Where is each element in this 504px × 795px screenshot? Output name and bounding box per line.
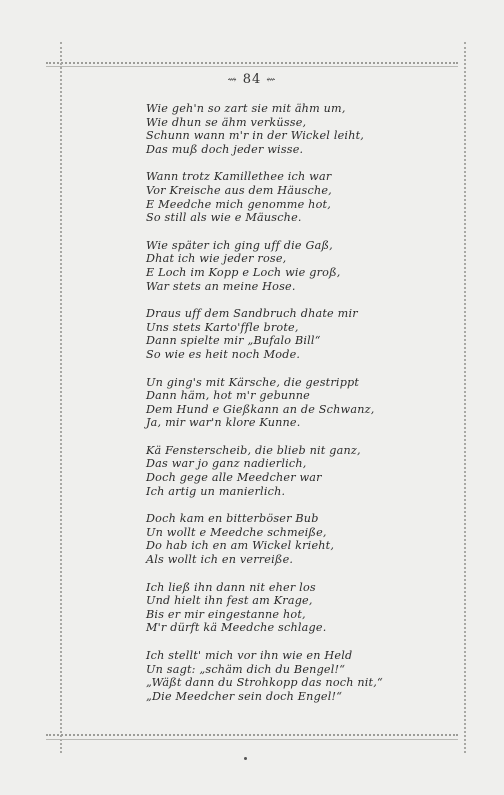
poem-line: Und hielt ihn fest am Krage, — [146, 594, 313, 608]
poem-line: War stets an meine Hose. — [146, 279, 296, 293]
bottom-border-rule — [46, 734, 458, 736]
poem-line: Un wollt e Meedche schmeiße, — [146, 525, 327, 539]
poem-line: Vor Kreische aus dem Häusche, — [146, 183, 332, 197]
poem-line: E Meedche mich genomme hot, — [146, 197, 331, 211]
poem-line: Wie später ich ging uff die Gaß, — [146, 238, 333, 252]
poem-line: Wann trotz Kamillethee ich war — [146, 170, 332, 184]
stanza — [146, 376, 406, 430]
right-ornament: ⇜ — [266, 73, 277, 86]
poem-line: Ich artig un manierlich. — [146, 484, 286, 498]
stanza — [146, 239, 406, 293]
bottom-border-line — [46, 739, 458, 740]
poem-line: Wie geh'n so zart sie mit ähm um, — [146, 102, 346, 115]
stanza — [146, 444, 406, 498]
poem-line: Ich stellt' mich vor ihn wie en Held — [146, 649, 353, 662]
stanza — [146, 102, 406, 156]
poem-body — [146, 102, 406, 717]
stanza — [146, 512, 406, 566]
poem-line: Draus uff dem Sandbruch dhate mir — [146, 307, 358, 321]
poem-line: Ja, mir war'n klore Kunne. — [146, 416, 301, 430]
poem-line: „Die Meedcher sein doch Engel!“ — [146, 689, 343, 703]
page-number: 84 — [242, 72, 262, 87]
poem-line: „Wäßt dann du Strohkopp das noch nit,“ — [146, 676, 383, 690]
poem-line: Doch kam en bitterböser Bub — [146, 512, 319, 526]
poem-line: Wie dhun se ähm verküsse, — [146, 115, 307, 129]
left-border-rule — [60, 42, 62, 753]
poem-line: Das war jo ganz nadierlich, — [146, 457, 307, 471]
poem-line: Un ging's mit Kärsche, die gestrippt — [146, 375, 360, 389]
stanza — [146, 170, 406, 224]
poem-line: M'r dürft kä Meedche schlage. — [146, 621, 327, 635]
poem-line: Dhat ich wie jeder rose, — [146, 252, 287, 266]
poem-line: So still als wie e Mäusche. — [146, 211, 302, 225]
stanza — [146, 307, 406, 361]
stanza — [146, 581, 406, 635]
left-ornament: ⇝ — [227, 73, 238, 86]
right-border-rule — [464, 42, 466, 753]
stanza — [146, 649, 406, 703]
top-border-line — [46, 66, 458, 67]
poem-line: Dem Hund e Gießkann an de Schwanz, — [146, 402, 375, 416]
poem-line: Ich ließ ihn dann nit eher los — [146, 580, 316, 594]
poem-line: Kä Fensterscheib, die blieb nit ganz, — [146, 443, 361, 457]
poem-line: Do hab ich en am Wickel krieht, — [146, 539, 335, 553]
top-border-rule — [46, 62, 458, 64]
poem-line: Un sagt: „schäm dich du Bengel!“ — [146, 662, 346, 676]
bottom-ink-mark — [244, 757, 247, 760]
poem-line: So wie es heit noch Mode. — [146, 347, 301, 361]
poem-line: Uns stets Karto'ffle brote, — [146, 320, 299, 334]
poem-line: Dann häm, hot m'r gebunne — [146, 389, 310, 403]
poem-line: Bis er mir eingestanne hot, — [146, 607, 306, 621]
poem-line: Dann spielte mir „Bufalo Bill“ — [146, 334, 321, 348]
poem-line: Doch gege alle Meedcher war — [146, 471, 322, 485]
poem-line: E Loch im Kopp e Loch wie groß, — [146, 265, 341, 279]
poem-line: Schunn wann m'r in der Wickel leiht, — [146, 129, 365, 143]
poem-line: Als wollt ich en verreiße. — [146, 553, 294, 567]
poem-line: Das muß doch jeder wisse. — [146, 142, 304, 156]
page-number-header — [0, 72, 504, 87]
